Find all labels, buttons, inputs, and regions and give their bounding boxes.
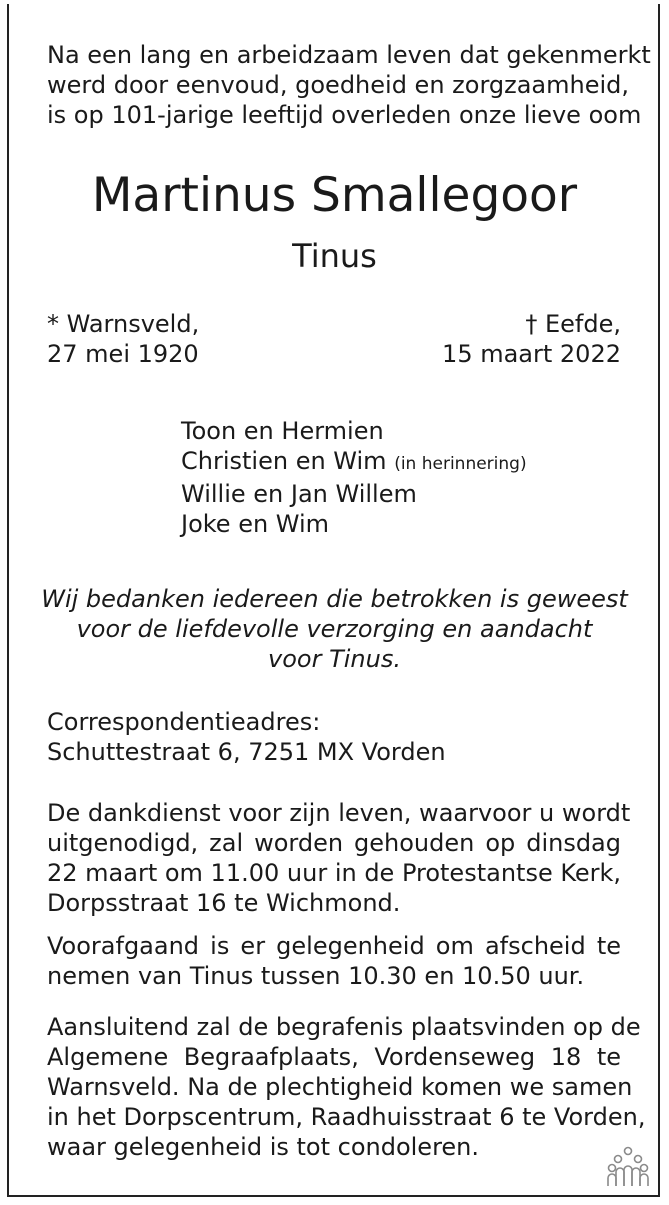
family-item — [181, 416, 527, 446]
intro-line: Na een lang en arbeidzaam leven dat gekenmerkt — [47, 41, 651, 69]
family-item-name: Christien en Wim — [181, 447, 387, 475]
service-paragraph — [47, 798, 631, 918]
deceased-name: Martinus Smallegoor — [91, 168, 578, 223]
birth-info — [47, 309, 199, 369]
paragraph-line: Dorpsstraat 16 te Wichmond. — [47, 889, 401, 917]
thanks-line: Wij bedanken iedereen die betrokken is geweest — [41, 585, 628, 613]
people-group-logo-icon — [606, 1146, 650, 1188]
paragraph-line: Warnsveld. Na de plechtigheid komen we samen — [47, 1073, 633, 1101]
family-list — [181, 416, 527, 539]
paragraph-line: in het Dorpscentrum, Raadhuisstraat 6 te Vorden, — [47, 1103, 646, 1131]
family-item-note: (in herinnering) — [394, 454, 527, 474]
correspondence-street: Schuttestraat 6, 7251 MX Vorden — [47, 738, 446, 766]
thanks-message — [0, 584, 669, 674]
correspondence-address — [47, 707, 446, 767]
paragraph-line: Voorafgaand is er gelegenheid om afscheid te — [47, 932, 621, 960]
family-item-name: Toon en Hermien — [181, 417, 384, 445]
intro-line: is op 101-jarige leeftijd overleden onze lieve oom — [47, 101, 642, 129]
thanks-line: voor de liefdevolle verzorging en aandacht — [76, 615, 593, 643]
intro-text — [47, 40, 651, 130]
burial-paragraph — [47, 1012, 646, 1162]
deceased-nickname: Tinus — [292, 237, 377, 275]
death-place: † Eefde, — [525, 310, 621, 338]
intro-line: werd door eenvoud, goedheid en zorgzaamheid, — [47, 71, 630, 99]
paragraph-line: uitgenodigd, zal worden gehouden op dinsdag — [47, 829, 621, 857]
paragraph-line: nemen van Tinus tussen 10.30 en 10.50 uur. — [47, 962, 585, 990]
birth-place: * Warnsveld, — [47, 310, 200, 338]
paragraph-line: De dankdienst voor zijn leven, waarvoor u wordt — [47, 799, 631, 827]
paragraph-line: Algemene Begraafplaats, Vordenseweg 18 te — [47, 1043, 621, 1071]
thanks-line: voor Tinus. — [268, 645, 401, 673]
birth-date: 27 mei 1920 — [47, 340, 199, 368]
family-item — [181, 479, 527, 509]
family-item — [181, 509, 527, 539]
death-date: 15 maart 2022 — [442, 340, 621, 368]
family-item-name: Willie en Jan Willem — [181, 480, 417, 508]
family-item-name: Joke en Wim — [181, 510, 330, 538]
paragraph-line: 22 maart om 11.00 uur in de Protestantse Kerk, — [47, 859, 622, 887]
paragraph-line: Aansluitend zal de begrafenis plaatsvinden op de — [47, 1013, 641, 1041]
family-item — [181, 446, 527, 479]
paragraph-line: waar gelegenheid is tot condoleren. — [47, 1133, 480, 1161]
correspondence-label: Correspondentieadres: — [47, 708, 321, 736]
farewell-paragraph — [47, 931, 621, 991]
death-info — [442, 309, 621, 369]
